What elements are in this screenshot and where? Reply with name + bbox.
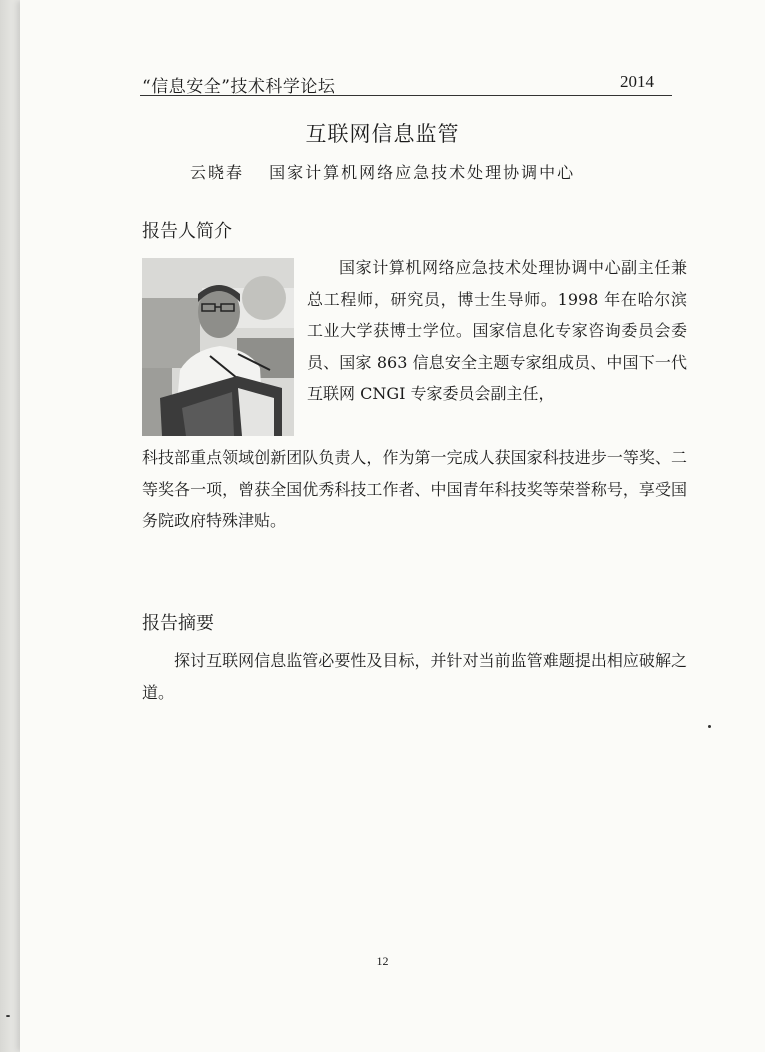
bio-heading: 报告人简介 (142, 221, 232, 242)
speaker-photo-illustration (142, 258, 294, 436)
scan-speck (708, 725, 711, 728)
abstract-heading: 报告摘要 (142, 613, 214, 634)
running-header-journal: “信息安全”技术科学论坛 (142, 77, 336, 97)
header-rule (140, 95, 672, 96)
author-name: 云晓春 (190, 163, 245, 182)
running-header-year: 2014 (620, 72, 654, 91)
bio-paragraph-continuation: 科技部重点领域创新团队负责人，作为第一完成人获国家科技进步一等奖、二等奖各一项，曾获全国优秀科技工作者、中国青年科技奖等荣誉称号，享受国务院政府特殊津贴。 (142, 448, 687, 530)
byline (190, 160, 575, 183)
speaker-photo (142, 258, 294, 436)
bio-paragraph-beside-photo: 国家计算机网络应急技术处理协调中心副主任兼总工程师，研究员，博士生导师。1998 年在哈尔滨工业大学获博士学位。国家信息化专家咨询委员会委员、国家 863 信息安全主题专家组成员、中国下一代互联网 CNGI 专家委员会副主任， (307, 258, 687, 403)
author-affiliation: 国家计算机网络应急技术处理协调中心 (269, 163, 576, 182)
abstract-paragraph: 探讨互联网信息监管必要性及目标，并针对当前监管难题提出相应破解之道。 (142, 651, 687, 702)
page-number: 12 (376, 954, 389, 968)
page-binding-shadow (0, 0, 22, 1052)
scan-speck (6, 1015, 10, 1017)
article-title: 互联网信息监管 (305, 122, 460, 146)
